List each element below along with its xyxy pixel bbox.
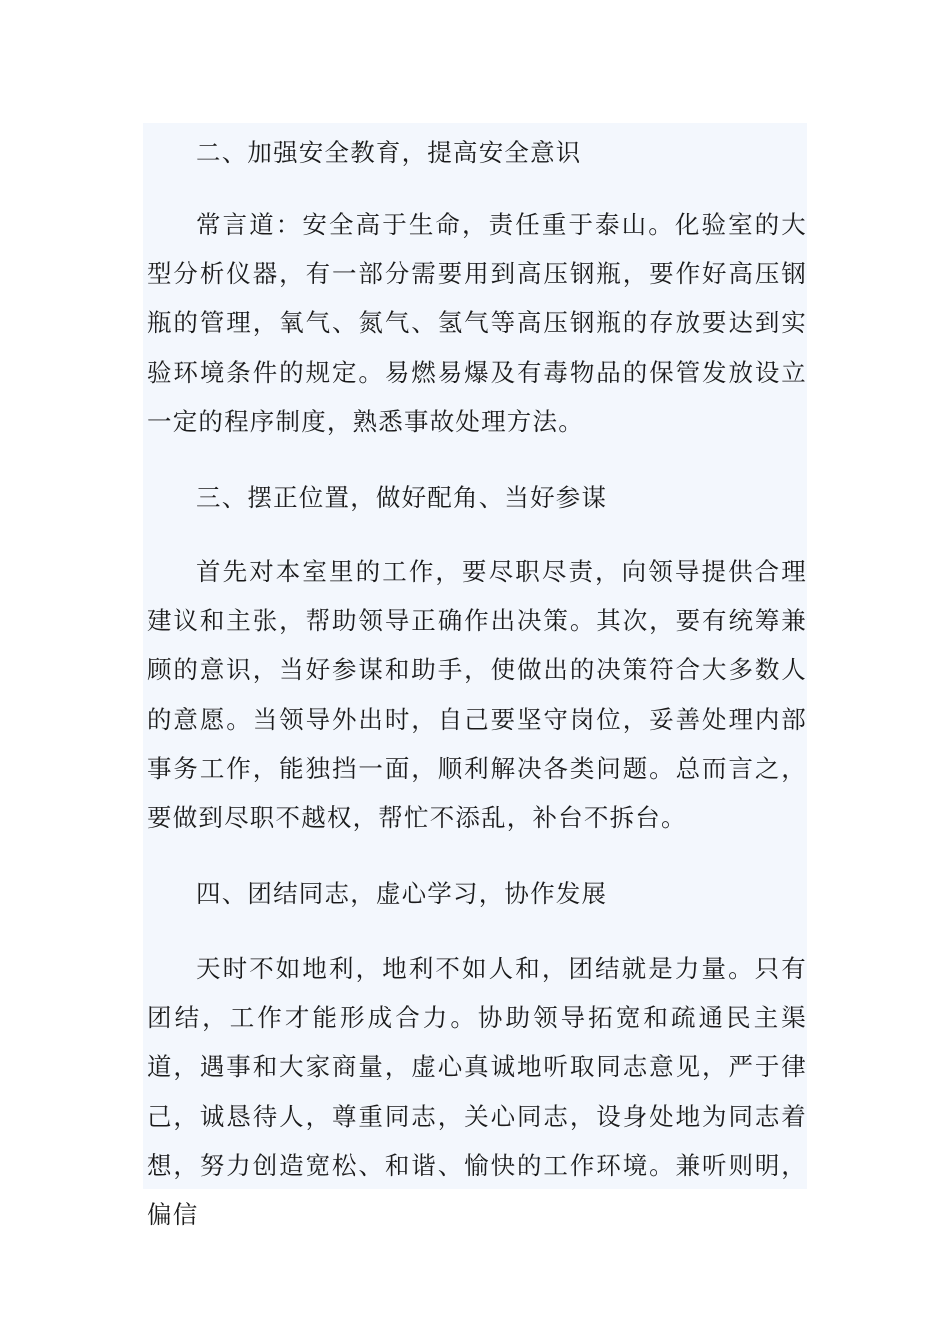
section-body-2: 常言道：安全高于生命，责任重于泰山。化验室的大型分析仪器，有一部分需要用到高压钢瓶，要作好高压钢瓶的管理，氧气、氮气、氢气等高压钢瓶的存放要达到实验环境条件的规定。易燃易爆及有毒物品的保管发放设立一定的程序制度，熟悉事故处理方法。 [147, 210, 807, 436]
section-heading-3: 三、摆正位置，做好配角、当好参谋 [196, 483, 608, 512]
section-heading-4: 四、团结同志，虚心学习，协作发展 [196, 879, 608, 908]
section-heading-2: 二、加强安全教育，提高安全意识 [196, 138, 582, 167]
section-body-3: 首先对本室里的工作，要尽职尽责，向领导提供合理建议和主张，帮助领导正确作出决策。其次，要有统筹兼顾的意识，当好参谋和助手，使做出的决策符合大多数人的意愿。当领导外出时，自己要坚守岗位，妥善处理内部事务工作，能独挡一面，顺利解决各类问题。总而言之，要做到尽职不越权，帮忙不添乱，补台不拆台。 [147, 557, 807, 833]
section-body-4: 天时不如地利，地利不如人和，团结就是力量。只有团结，工作才能形成合力。协助领导拓宽和疏通民主渠道，遇事和大家商量，虚心真诚地听取同志意见，严于律己，诚恳待人，尊重同志，关心同志，设身处地为同志着想，努力创造宽松、和谐、愉快的工作环境。兼听则明，偏信 [147, 954, 807, 1230]
